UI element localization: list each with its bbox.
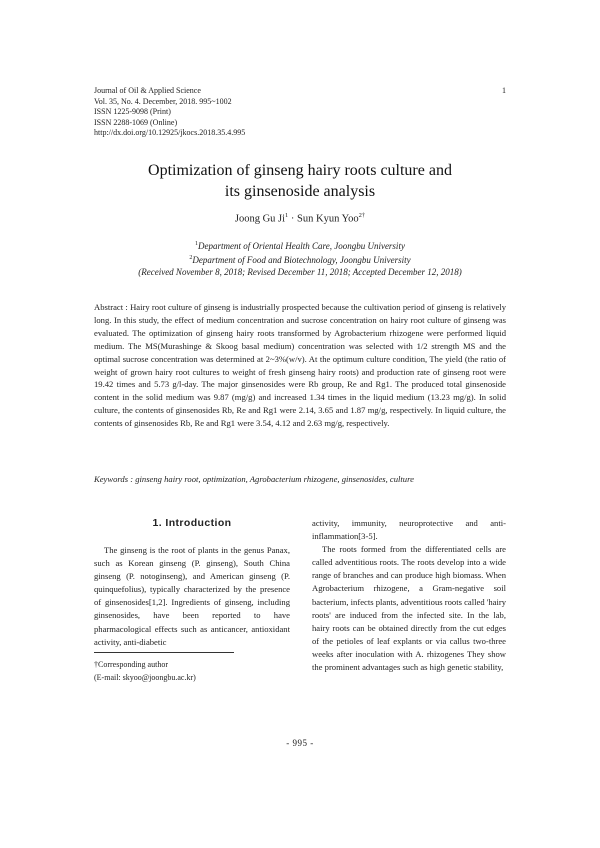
abstract-text: Hairy root culture of ginseng is industrially prospected because the cultivation period of ginseng is relatively long. In this study, the effect of medium concentration and sucrose concentration on hairy root culture of ginseng was evaluated. The optimization of ginseng hairy roots transformed by Agrobacterium rhizogene were performed liquid medium. The MS(Murashinge & Skoog basal medium) concentration was selected with 1/2 strength MS and the optimal sucrose concentration was determined at 2~3%(w/v). At the optimum culture condition, The yield (the ratio of weight of grown hairy root cultures to weight of fresh ginseng hairy roots) and production rate of ginseng root were 19.42 times and 5.73 g/l-day. The major ginsenosides were Rb group, Re and Rg1. The produced total ginsenoside content in the solid medium was 9.87 (mg/g) and increased 1.34 times in the liquid medium (13.23 mg/g). In solid culture, the contents of ginsenosides Rb, Re and Rg1 were 2.14, 3.65 and 1.87 mg/g, respectively. In liquid culture, the contents of ginsenosides Rb, Re and Rg1 were 3.54, 4.12 and 2.63 mg/g, respectively. (94, 302, 506, 429)
doi-link[interactable]: http://dx.doi.org/10.12925/jkocs.2018.35.4.995 (94, 128, 246, 138)
right-column (312, 517, 506, 674)
author-list (0, 212, 600, 225)
intro-paragraph-1-continued: activity, immunity, neuroprotective and anti-inflammation[3-5]. (312, 518, 506, 542)
section-heading-introduction: 1. Introduction (152, 517, 232, 529)
received-dates: (Received November 8, 2018; Revised December 11, 2018; Accepted December 12, 2018) (138, 267, 462, 277)
intro-paragraph-2: The roots formed from the differentiated cells are called adventitious roots. The roots develop into a wide range of branches and can produce high biomass. When Agrobacterium rhizogene, a Gram-negative soil bacterium, infects plants, adventitious roots called 'hairy roots' are induced from the infected site. In the lab, hairy roots can be obtained directly from the cut edges of the petioles of leaf explants or via callus two-three weeks after inoculation with A. rhizogenes They show the prominent advantages such as high genetic stability, (312, 544, 506, 673)
author-1: Joong Gu Ji (234, 213, 286, 225)
footnote (94, 658, 196, 684)
left-column (94, 510, 290, 649)
keywords: Keywords : ginseng hairy root, optimization, Agrobacterium rhizogene, ginsenosides, culture (94, 474, 414, 484)
affiliation-2-text: Department of Food and Biotechnology, Joongbu University (192, 255, 411, 265)
page-number-bottom: - 995 - (286, 738, 314, 748)
intro-paragraph-1: The ginseng is the root of plants in the genus Panax, such as Korean ginseng (P. ginseng), South China ginseng (P. notoginseng), and American ginseng (P. quinquefolius), typically characterized by the presence of ginsenosides[1,2]. Ingredients of ginseng, including ginsenosides, have been reported to have pharmacological effects such as anticancer, antioxidant activity, anti-diabetic (94, 545, 290, 647)
issn-print: ISSN 1225-9098 (Print) (94, 107, 171, 117)
abstract (94, 301, 506, 430)
title-line-2: its ginsenoside analysis (224, 183, 376, 200)
author-2-affil-mark: 2† (358, 212, 366, 219)
journal-name: Journal of Oil & Applied Science (94, 86, 201, 95)
corresponding-author-email[interactable]: (E-mail: skyoo@joongbu.ac.kr) (94, 673, 196, 682)
corresponding-author-note: †Corresponding author (94, 660, 168, 669)
journal-metadata (94, 86, 245, 139)
affiliation-2-mark: 2 (189, 255, 193, 261)
affiliation-1-mark: 1 (195, 241, 199, 247)
affiliation-2 (0, 252, 600, 266)
abstract-label: Abstract : (94, 302, 128, 312)
footnote-divider (94, 652, 234, 653)
paper-title (0, 160, 600, 202)
title-line-1: Optimization of ginseng hairy roots culture and (148, 162, 452, 179)
affiliations (0, 238, 600, 278)
journal-volume: Vol. 35, No. 4. December, 2018. 995~1002 (94, 96, 232, 106)
author-2: Sun Kyun Yoo (297, 213, 359, 225)
author-separator: · (288, 213, 298, 225)
page-number-top: 1 (502, 86, 506, 95)
author-1-affil-mark: 1 (285, 212, 289, 219)
affiliation-1 (0, 238, 600, 252)
issn-online: ISSN 2288-1069 (Online) (94, 117, 178, 127)
affiliation-1-text: Department of Oriental Health Care, Joongbu University (198, 241, 405, 251)
